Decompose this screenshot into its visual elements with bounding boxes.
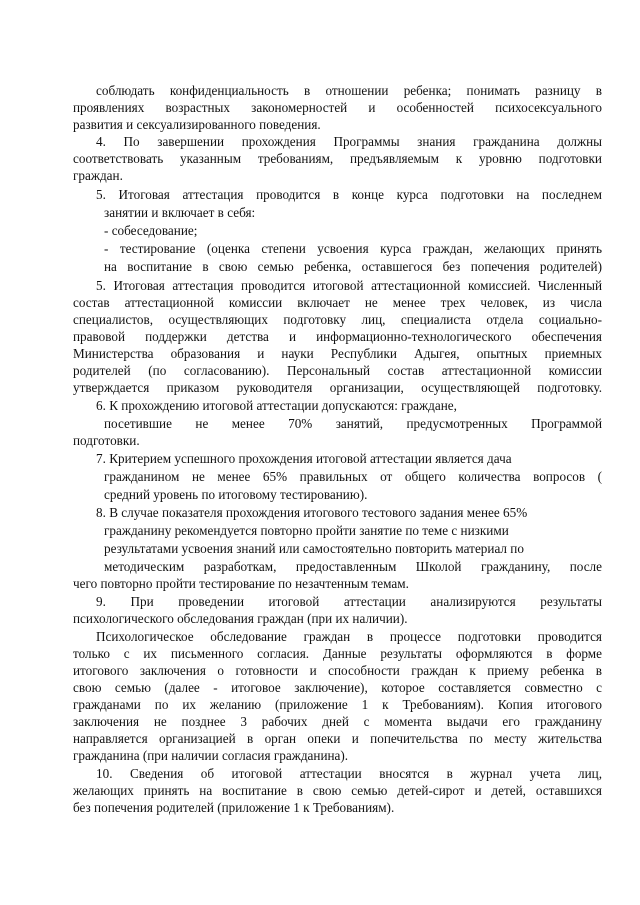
text-line: средний уровень по итоговому тестированию). — [104, 487, 368, 502]
text-line: гражданами по их желанию (приложение 1 к Требованиям). Копия итогового — [73, 697, 602, 712]
text-line: Министерства образования и науки Республики Адыгея, опытных приемных — [73, 346, 602, 361]
text-line: заключения не позднее 3 рабочих дней с момента выдачи его гражданину — [73, 714, 602, 729]
text-line: соответствовать указанным требованиям, предъявляемым к уровню подготовки — [73, 151, 602, 166]
text-line: гражданину рекомендуется повторно пройти занятие по теме с низкими — [104, 523, 509, 538]
text-line: правовой поддержки детства и информационно-технологического обеспечения — [73, 329, 602, 344]
text-line: специалистов, осуществляющих подготовку лиц, специалиста отдела социально- — [73, 312, 602, 327]
text-line: 6. К прохождению итоговой аттестации допускаются: граждане, — [96, 398, 457, 413]
text-line: соблюдать конфиденциальность в отношении ребенка; понимать разницу в — [96, 83, 602, 98]
text-line: гражданином не менее 65% правильных от общего количества вопросов ( — [104, 469, 602, 484]
text-line: 9. При проведении итоговой аттестации анализируются результаты — [96, 594, 602, 609]
text-line: 7. Критерием успешного прохождения итоговой аттестации является дача — [96, 451, 512, 466]
text-line: 8. В случае показателя прохождения итогового тестового задания менее 65% — [96, 505, 528, 520]
text-line: проявлениях возрастных закономерностей и особенностей психосексуального — [73, 100, 602, 115]
text-line: чего повторно пройти тестирование по незачтенным темам. — [73, 576, 409, 591]
text-line: без попечения родителей (приложение 1 к Требованиям). — [73, 800, 395, 815]
text-line: на воспитание в свою семью ребенка, оставшегося без попечения родителей) — [104, 259, 602, 274]
text-line: развития и сексуализированного поведения. — [73, 117, 321, 132]
text-line: подготовки. — [73, 433, 140, 448]
text-line: 10. Сведения об итоговой аттестации вносятся в журнал учета лиц, — [96, 766, 602, 781]
text-line: итогового заключения о готовности и способности граждан к приему ребенка в — [73, 663, 602, 678]
text-line: родителей (по согласованию). Персональный состав аттестационной комиссии — [73, 363, 602, 378]
text-line: только с их письменного согласия. Данные результаты оформляются в форме — [73, 646, 602, 661]
text-line: методическим разработкам, предоставленным Школой гражданину, после — [104, 559, 602, 574]
text-line: 4. По завершении прохождения Программы знания гражданина должны — [96, 134, 602, 149]
text-line: занятии и включает в себя: — [104, 205, 256, 220]
text-line: результатами усвоения знаний или самостоятельно повторить материал по — [104, 541, 524, 556]
text-line: утверждается приказом руководителя организации, осуществляющей подготовку. — [73, 380, 602, 395]
text-line: свою семью (далее - итоговое заключение), которое составляется совместно с — [73, 680, 602, 695]
text-line: 5. Итоговая аттестация проводится в конце курса подготовки на последнем — [96, 187, 602, 202]
text-line: Психологическое обследование граждан в процессе подготовки проводится — [96, 629, 602, 644]
text-line: 5. Итоговая аттестация проводится итоговой аттестационной комиссией. Численный — [96, 278, 602, 293]
text-line: состав аттестационной комиссии включает не менее трех человек, из числа — [73, 295, 602, 310]
text-line: психологического обследования граждан (при их наличии). — [73, 611, 408, 626]
text-line: желающих принять на воспитание в свою семью детей-сирот и детей, оставшихся — [73, 783, 602, 798]
text-line: граждан. — [73, 168, 123, 183]
text-line: гражданина (при наличии согласия гражданина). — [73, 748, 349, 763]
text-line: направляется организацией в орган опеки и попечительства по месту жительства — [73, 731, 602, 746]
text-line: - тестирование (оценка степени усвоения курса граждан, желающих принять — [104, 241, 602, 256]
text-line: посетившие не менее 70% занятий, предусмотренных Программой — [104, 416, 602, 431]
text-line: - собеседование; — [104, 223, 198, 238]
